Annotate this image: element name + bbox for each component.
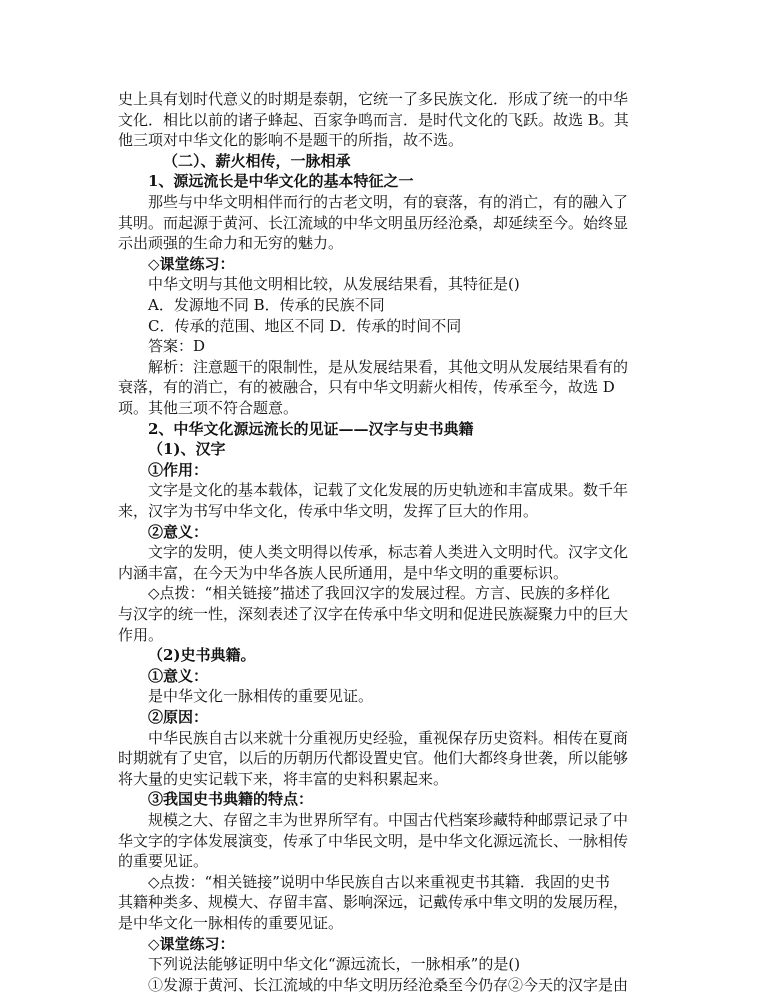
text-line: 内涵丰富，在今天为中华各族人民所通用，是中华文明的重要标识。 [118,563,569,582]
text-line: 中华民族自古以来就十分重视历史经验，重视保存历史资料。相传在夏商 [148,728,629,747]
text-line: 那些与中华文明相伴而行的古老文明，有的衰落，有的消亡，有的融入了 [148,193,629,211]
text-line: ◇点拨：“相关链接”说明中华民族自古以来重视吏书其籍．我固的史书 [148,872,610,891]
text-line: 文字是文化的基本载体，记载了文化发展的历史轨迹和丰富成果。数千年 [148,481,629,500]
text-line: 是中华文化一脉相传的重要见证。 [148,687,374,706]
section-heading: 2、中华文化源远流长的见证——汉字与史书典籍 [148,419,474,438]
text-line: 示出顽强的生命力和无穷的魅力。 [118,234,344,253]
text-line: 来，汉字为书写中华文化，传承中华文明，发挥了巨大的作用。 [118,502,539,520]
section-heading: 1、源远流长是中华文化的基本特征之一 [148,172,414,191]
text-line: 项。其他三项不符合题意。 [118,399,299,417]
text-line: 规模之大、存留之丰为世界所罕有。中国古代档案珍藏特种邮票记录了中 [148,811,629,829]
section-heading: ②原因： [148,708,209,726]
text-line: 衰落，有的消亡，有的被融合，只有中华文明薪火相传，传承至今，故选 D [118,378,615,397]
text-line: 时期就有了史官，以后的历朝历代都设置史官。他们大都终身世袭，所以能够 [118,749,629,768]
text-line: 其籍种类多、规模大、存留丰富、影响深远，记戴传承中隼文明的发展历程， [118,893,629,912]
text-line: 与汉字的统一性，深刻表述了汉字在传承中华文明和促进民族凝聚力中的巨大 [118,605,629,623]
text-line: 文化．相比以前的诸子蜂起、百家争鸣而言．是时代文化的飞跃。故选 B。其 [118,110,629,129]
text-line: 中华文明与其他文明相比较，从发展结果看，其特征是() [148,275,520,294]
text-line: 文字的发明，使人类文明得以传承，标志着人类进入文明时代。汉字文化 [148,543,629,562]
text-line: 其明。而起源于黄河、长江流域的中华文明虽历经沧桑，却延续至今。始终显 [118,213,629,232]
text-line: 是中华文化一脉相传的重要见证。 [118,914,344,932]
text-line: A．发源地不同 B．传承的民族不同 [148,296,385,314]
text-line: 解析：注意题干的限制性，是从发展结果看，其他文明从发展结果看有的 [148,357,629,376]
section-heading: （2)史书典籍。 [148,646,256,665]
text-line: 的重要见证。 [118,852,209,871]
text-line: ◇点拨：“相关链接”描述了我回汉字的发展过程。方言、民族的多样化 [148,584,610,603]
text-line: 答案：D [148,337,206,356]
text-line: C．传承的范围、地区不同 D．传承的时间不同 [148,316,462,335]
section-heading: ◇课堂练习： [148,254,235,273]
section-heading: （1)、汉字 [148,440,226,459]
text-line: 华文字的字体发展演变，传承了中华民文明，是中华文化源远流长、一脉相传 [118,831,629,850]
text-line: 下列说法能够证明中华文化“源远流长，一脉相承”的是() [148,955,521,974]
section-heading: ①意义： [148,666,209,685]
text-line: 他三项对中华文化的影响不是题干的所指，故不选。 [118,131,464,150]
section-heading: ②意义： [148,522,209,541]
section-heading: ③我国史书典籍的特点： [148,790,314,809]
text-line: 史上具有划时代意义的时期是泰朝，它统一了多民族文化．形成了统一的中华 [118,90,629,108]
section-heading: （二）、薪火相传，一脉相承 [163,151,351,170]
text-line: 将大量的史实记载下来，将丰富的史料积累起来。 [118,769,449,788]
section-heading: ◇课堂练习： [148,934,235,953]
text-line: 作用。 [118,625,164,644]
section-heading: ①作用： [148,460,209,479]
text-line: ①发源于黄河、长江流域的中华文明历经沧桑至今仍存②今天的汉字是由 [148,975,629,994]
